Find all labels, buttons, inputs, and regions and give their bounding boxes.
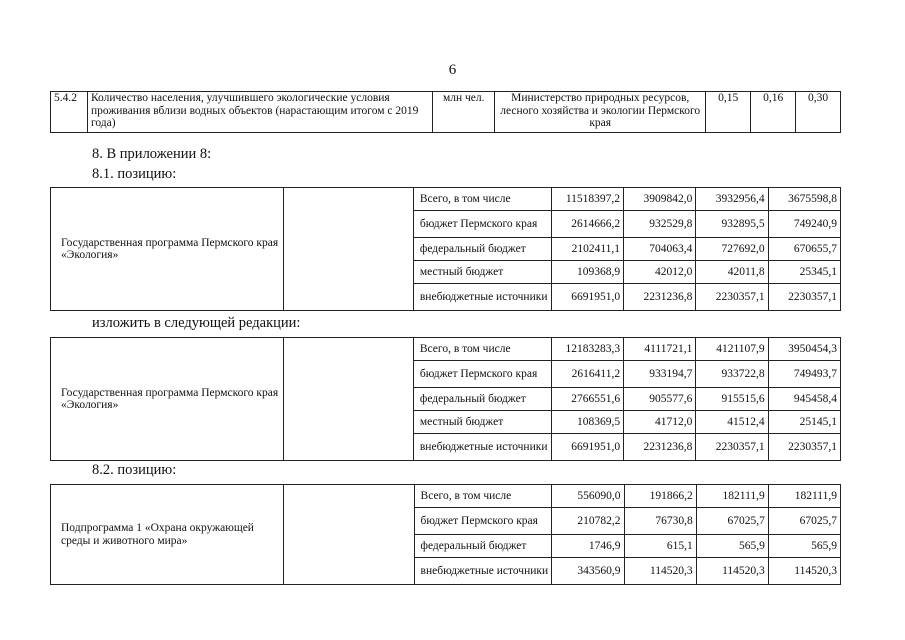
- value-cell: 565,9: [768, 535, 840, 558]
- value-cell: 933194,7: [624, 361, 696, 388]
- row-label: местный бюджет: [413, 261, 551, 284]
- empty-cell: [284, 485, 414, 585]
- value-cell: 109368,9: [551, 261, 624, 284]
- value-cell: 25145,1: [768, 411, 840, 434]
- value-cell: 933722,8: [696, 361, 768, 388]
- table-row: [51, 485, 841, 508]
- value-cell: 67025,7: [768, 508, 840, 535]
- indicator-row: [51, 92, 841, 133]
- paragraph-edit: изложить в следующей редакции:: [92, 315, 301, 331]
- value-cell: 3675598,8: [768, 188, 840, 211]
- subprogram-table: [50, 484, 841, 585]
- row-label: федеральный бюджет: [414, 535, 552, 558]
- value-cell: 615,1: [624, 535, 696, 558]
- value-cell: 727692,0: [696, 238, 768, 261]
- value-cell: 114520,3: [768, 558, 840, 585]
- indicator-unit: млн чел.: [433, 92, 495, 133]
- value-cell: 905577,6: [624, 388, 696, 411]
- value-cell: 1746,9: [552, 535, 624, 558]
- value-cell: 704063,4: [624, 238, 696, 261]
- row-label: бюджет Пермского края: [414, 508, 552, 535]
- value-cell: 12183283,3: [551, 338, 624, 361]
- value-cell: 182111,9: [768, 485, 840, 508]
- value-cell: 114520,3: [696, 558, 768, 585]
- value-cell: 932895,5: [696, 211, 768, 238]
- value-cell: 2230357,1: [696, 284, 768, 311]
- value-cell: 749493,7: [768, 361, 840, 388]
- value-cell: 932529,8: [624, 211, 696, 238]
- value-cell: 2231236,8: [624, 434, 696, 461]
- value-cell: 6691951,0: [551, 434, 624, 461]
- row-label: Всего, в том числе: [413, 188, 551, 211]
- value-cell: 6691951,0: [551, 284, 624, 311]
- value-cell: 2616411,2: [551, 361, 624, 388]
- value-cell: 2230357,1: [768, 284, 840, 311]
- value-cell: 565,9: [696, 535, 768, 558]
- value-cell: 3909842,0: [624, 188, 696, 211]
- indicator-value-1: 0,15: [706, 92, 751, 133]
- value-cell: 11518397,2: [551, 188, 624, 211]
- value-cell: 343560,9: [552, 558, 624, 585]
- value-cell: 25345,1: [768, 261, 840, 284]
- value-cell: 4121107,9: [696, 338, 768, 361]
- value-cell: 182111,9: [696, 485, 768, 508]
- value-cell: 915515,6: [696, 388, 768, 411]
- page-number: 6: [448, 62, 457, 78]
- program-table-old: [50, 187, 841, 311]
- value-cell: 114520,3: [624, 558, 696, 585]
- program-table-new: [50, 337, 841, 461]
- value-cell: 41512,4: [696, 411, 768, 434]
- indicator-name: Количество населения, улучшившего экологические условия проживания вблизи водных объектов (нарастающим итогом с 2019 года): [87, 92, 432, 133]
- value-cell: 2230357,1: [768, 434, 840, 461]
- value-cell: 210782,2: [552, 508, 624, 535]
- row-label: внебюджетные источники: [414, 558, 552, 585]
- value-cell: 2230357,1: [696, 434, 768, 461]
- row-label: бюджет Пермского края: [413, 361, 551, 388]
- value-cell: 3950454,3: [768, 338, 840, 361]
- value-cell: 2766551,6: [551, 388, 624, 411]
- value-cell: 749240,9: [768, 211, 840, 238]
- program-name: Подпрограмма 1 «Охрана окружающей среды и животного мира»: [51, 485, 284, 585]
- value-cell: 2102411,1: [551, 238, 624, 261]
- indicator-value-2: 0,16: [751, 92, 796, 133]
- table-row: [51, 338, 841, 361]
- value-cell: 2231236,8: [624, 284, 696, 311]
- value-cell: 108369,5: [551, 411, 624, 434]
- row-label: бюджет Пермского края: [413, 211, 551, 238]
- indicator-value-3: 0,30: [796, 92, 841, 133]
- program-name: Государственная программа Пермского края «Экология»: [51, 338, 284, 461]
- value-cell: 76730,8: [624, 508, 696, 535]
- indicator-responsible: Министерство природных ресурсов, лесного хозяйства и экологии Пермского края: [495, 92, 706, 133]
- row-label: Всего, в том числе: [414, 485, 552, 508]
- value-cell: 670655,7: [768, 238, 840, 261]
- value-cell: 2614666,2: [551, 211, 624, 238]
- value-cell: 42012,0: [624, 261, 696, 284]
- row-label: местный бюджет: [413, 411, 551, 434]
- paragraph-8: 8. В приложении 8:: [92, 146, 212, 162]
- paragraph-8-1: 8.1. позицию:: [92, 166, 177, 182]
- value-cell: 67025,7: [696, 508, 768, 535]
- row-label: федеральный бюджет: [413, 388, 551, 411]
- row-label: внебюджетные источники: [413, 434, 551, 461]
- row-label: федеральный бюджет: [413, 238, 551, 261]
- paragraph-8-2: 8.2. позицию:: [92, 462, 177, 478]
- value-cell: 191866,2: [624, 485, 696, 508]
- empty-cell: [284, 338, 414, 461]
- value-cell: 42011,8: [696, 261, 768, 284]
- value-cell: 945458,4: [768, 388, 840, 411]
- row-label: внебюджетные источники: [413, 284, 551, 311]
- indicator-table: [50, 91, 841, 133]
- table-row: [51, 188, 841, 211]
- value-cell: 3932956,4: [696, 188, 768, 211]
- row-label: Всего, в том числе: [413, 338, 551, 361]
- value-cell: 41712,0: [624, 411, 696, 434]
- value-cell: 556090,0: [552, 485, 624, 508]
- indicator-code: 5.4.2: [51, 92, 88, 133]
- program-name: Государственная программа Пермского края «Экология»: [51, 188, 284, 311]
- value-cell: 4111721,1: [624, 338, 696, 361]
- empty-cell: [284, 188, 414, 311]
